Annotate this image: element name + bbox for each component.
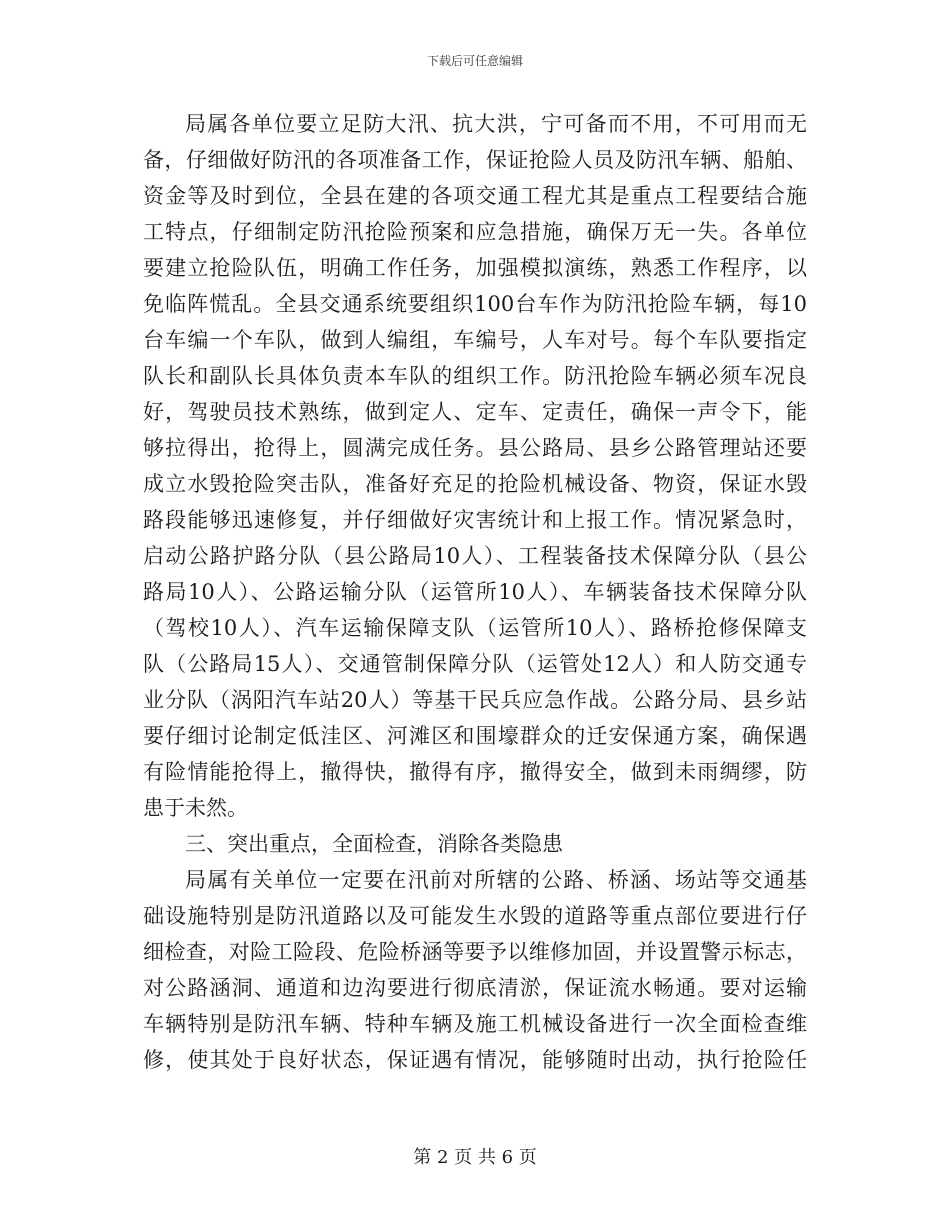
text-line: 修，使其处于良好状态，保证遇有情况，能够随时出动，执行抢险任 [143,1048,807,1072]
text-line: 免临阵慌乱。全县交通系统要组织100台车作为防汛抢险车辆，每10 [143,292,807,316]
document-body [143,106,807,1078]
page-header: 下载后可任意编辑 [426,54,523,68]
text-line: 车辆特别是防汛车辆、特种车辆及施工机械设备进行一次全面检查维 [143,1012,807,1036]
text-line: 业分队（涡阳汽车站20人）等基干民兵应急作战。公路分局、县乡站 [143,688,807,712]
text-line: 路局10人）、公路运输分队（运管所10人）、车辆装备技术保障分队 [143,580,807,604]
text-line: 工特点，仔细制定防汛抢险预案和应急措施，确保万无一失。各单位 [143,220,807,244]
text-line: （驾校10人）、汽车运输保障支队（运管所10人）、路桥抢修保障支 [143,616,807,640]
text-line: 局属有关单位一定要在汛前对所辖的公路、桥涵、场站等交通基 [185,868,807,892]
text-line: 有险情能抢得上，撤得快，撤得有序，撤得安全，做到未雨绸缪，防 [143,760,807,784]
text-line: 队（公路局15人）、交通管制保障分队（运管处12人）和人防交通专 [143,652,807,676]
text-line: 够拉得出，抢得上，圆满完成任务。县公路局、县乡公路管理站还要 [143,436,807,460]
text-line: 路段能够迅速修复，并仔细做好灾害统计和上报工作。情况紧急时， [143,508,807,532]
text-line: 启动公路护路分队（县公路局10人）、工程装备技术保障分队（县公 [143,544,807,568]
page-number: 第 2 页 共 6 页 [413,1147,537,1168]
text-line: 队长和副队长具体负责本车队的组织工作。防汛抢险车辆必须车况良 [143,364,807,388]
section-heading: 三、突出重点，全面检查，消除各类隐患 [185,832,563,856]
text-line: 要仔细讨论制定低洼区、河滩区和围壕群众的迁安保通方案，确保遇 [143,724,807,748]
text-line: 备，仔细做好防汛的各项准备工作，保证抢险人员及防汛车辆、船舶、 [143,148,807,172]
text-line: 细检查，对险工险段、危险桥涵等要予以维修加固，并设置警示标志， [143,940,807,964]
text-line: 好，驾驶员技术熟练，做到定人、定车、定责任，确保一声令下，能 [143,400,807,424]
text-line: 要建立抢险队伍，明确工作任务，加强模拟演练，熟悉工作程序，以 [143,256,807,280]
text-line: 资金等及时到位，全县在建的各项交通工程尤其是重点工程要结合施 [143,184,807,208]
text-line: 患于未然。 [143,796,248,820]
text-line: 对公路涵洞、通道和边沟要进行彻底清淤，保证流水畅通。要对运输 [143,976,807,1000]
text-line: 局属各单位要立足防大汛、抗大洪，宁可备而不用，不可用而无 [185,112,807,136]
text-line: 台车编一个车队，做到人编组，车编号，人车对号。每个车队要指定 [143,328,807,352]
text-line: 础设施特别是防汛道路以及可能发生水毁的道路等重点部位要进行仔 [143,904,807,928]
text-line: 成立水毁抢险突击队，准备好充足的抢险机械设备、物资，保证水毁 [143,472,807,496]
